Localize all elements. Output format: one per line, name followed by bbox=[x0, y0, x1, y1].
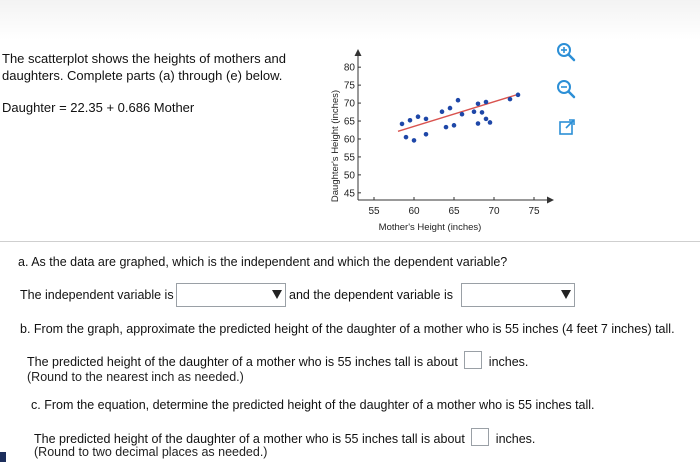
scatter-point bbox=[424, 117, 429, 122]
problem-intro: The scatterplot shows the heights of mothers and daughters. Complete parts (a) through (e) below. bbox=[2, 51, 286, 83]
scatter-point bbox=[472, 109, 477, 114]
top-band bbox=[0, 0, 700, 40]
scatter-point bbox=[460, 112, 465, 117]
answer-b-suffix: inches. bbox=[488, 355, 529, 369]
answer-b-prefix: The predicted height of the daughter of a mother who is 55 inches tall is about bbox=[27, 355, 458, 369]
scatter-point bbox=[476, 101, 481, 106]
scatterplot bbox=[320, 48, 560, 238]
edge-marker bbox=[0, 452, 6, 462]
y-tick-label: 70 bbox=[343, 98, 355, 110]
scatter-point bbox=[440, 109, 445, 114]
answer-b-input[interactable] bbox=[464, 351, 482, 369]
x-tick-label: 60 bbox=[408, 206, 420, 217]
scatter-point bbox=[488, 120, 493, 125]
scatter-point bbox=[404, 135, 409, 140]
scatter-point bbox=[484, 117, 489, 122]
hint-b: (Round to the nearest inch as needed.) bbox=[27, 370, 244, 384]
chevron-down-icon bbox=[561, 290, 571, 299]
chart-ticks bbox=[344, 63, 540, 217]
scatter-point bbox=[400, 122, 405, 127]
answer-c-line bbox=[34, 428, 535, 446]
zoom-out-icon[interactable] bbox=[556, 79, 576, 99]
external-link-icon[interactable] bbox=[557, 117, 577, 137]
y-tick-label: 45 bbox=[343, 188, 355, 200]
chevron-down-icon bbox=[272, 290, 282, 299]
y-tick-label: 80 bbox=[343, 62, 355, 74]
x-axis-label: Mother's Height (inches) bbox=[378, 222, 482, 233]
dependent-variable-dropdown[interactable] bbox=[461, 283, 575, 307]
scatter-point bbox=[416, 114, 421, 119]
scatter-point bbox=[476, 121, 481, 126]
hint-c: (Round to two decimal places as needed.) bbox=[34, 445, 268, 459]
scatter-point bbox=[480, 110, 485, 115]
scatter-point bbox=[424, 132, 429, 137]
question-a: a. As the data are graphed, which is the independent and which the dependent variable? bbox=[18, 255, 508, 269]
answer-c-prefix: The predicted height of the daughter of a mother who is 55 inches tall is about bbox=[34, 432, 465, 446]
question-c: c. From the equation, determine the predicted height of the daughter of a mother who is 55 inches tall. bbox=[31, 398, 595, 412]
scatter-point bbox=[508, 97, 513, 102]
independent-label: The independent variable is bbox=[20, 288, 174, 302]
x-tick-label: 70 bbox=[488, 206, 500, 217]
scatter-point bbox=[516, 93, 521, 98]
y-tick-label: 65 bbox=[343, 116, 355, 128]
question-b: b. From the graph, approximate the predicted height of the daughter of a mother who is 55 inches (4 feet 7 inches) tall. bbox=[20, 322, 675, 336]
scatter-point bbox=[408, 118, 413, 123]
y-tick-label: 55 bbox=[343, 152, 355, 164]
dependent-label: and the dependent variable is bbox=[289, 288, 454, 302]
scatter-point bbox=[444, 125, 449, 130]
scatter-point bbox=[448, 106, 453, 111]
y-tick-label: 60 bbox=[343, 134, 355, 146]
answer-b-line bbox=[27, 351, 528, 369]
y-axis-arrow bbox=[355, 49, 362, 56]
scatter-point bbox=[452, 123, 457, 128]
zoom-in-icon[interactable] bbox=[556, 42, 576, 62]
scatter-point bbox=[484, 100, 489, 105]
x-tick-label: 55 bbox=[368, 206, 380, 217]
scatter-point bbox=[456, 98, 461, 103]
answer-c-suffix: inches. bbox=[495, 432, 536, 446]
y-axis-label: Daughter's Height (inches) bbox=[330, 89, 341, 203]
y-tick-label: 75 bbox=[343, 80, 355, 92]
x-tick-label: 75 bbox=[528, 206, 540, 217]
regression-equation: Daughter = 22.35 + 0.686 Mother bbox=[2, 100, 195, 115]
x-axis-arrow bbox=[547, 197, 554, 204]
y-tick-label: 50 bbox=[343, 170, 355, 182]
scatter-point bbox=[412, 138, 417, 143]
answer-c-input[interactable] bbox=[471, 428, 489, 446]
x-tick-label: 65 bbox=[448, 206, 460, 217]
independent-variable-dropdown[interactable] bbox=[176, 283, 286, 307]
section-divider bbox=[0, 241, 700, 242]
chart-marks bbox=[398, 93, 520, 143]
